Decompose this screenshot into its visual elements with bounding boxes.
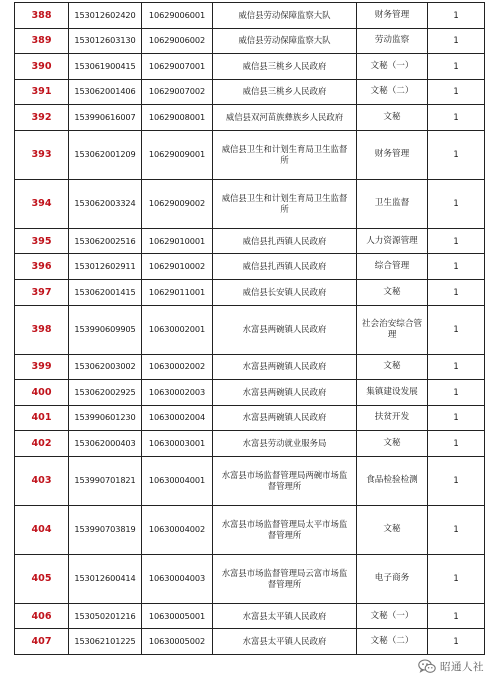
sequence-cell: 404 [15,505,69,554]
count-cell: 1 [428,431,485,457]
sequence-cell: 391 [15,79,69,105]
unit-cell: 水富县太平镇人民政府 [213,603,357,629]
unit-cell: 水富县两碗镇人民政府 [213,380,357,406]
sequence-cell: 389 [15,28,69,54]
position-code-cell: 10629010002 [142,254,213,280]
post-cell: 文秘 [357,431,428,457]
post-cell: 人力资源管理 [357,228,428,254]
unit-cell: 威信县劳动保障监察大队 [213,28,357,54]
exam-number-cell: 153990609905 [69,305,142,354]
position-code-cell: 10629009001 [142,130,213,179]
count-cell: 1 [428,228,485,254]
count-cell: 1 [428,3,485,29]
unit-cell: 水富县劳动就业服务局 [213,431,357,457]
count-cell: 1 [428,603,485,629]
position-code-cell: 10630002004 [142,405,213,431]
position-code-cell: 10629010001 [142,228,213,254]
table-row [15,28,485,54]
table-row [15,3,485,29]
unit-cell: 威信县长安镇人民政府 [213,279,357,305]
position-code-cell: 10629009002 [142,179,213,228]
table-row [15,629,485,655]
count-cell: 1 [428,279,485,305]
count-cell: 1 [428,179,485,228]
sequence-cell: 395 [15,228,69,254]
position-code-cell: 10630005002 [142,629,213,655]
post-cell: 劳动监察 [357,28,428,54]
position-code-cell: 10629011001 [142,279,213,305]
results-table-container [14,2,484,655]
table-row [15,380,485,406]
position-code-cell: 10630004003 [142,554,213,603]
unit-cell: 水富县市场监督管理局太平市场监督管理所 [213,505,357,554]
post-cell: 电子商务 [357,554,428,603]
exam-number-cell: 153062002925 [69,380,142,406]
table-row [15,431,485,457]
watermark [418,657,484,675]
exam-number-cell: 153990601230 [69,405,142,431]
unit-cell: 水富县两碗镇人民政府 [213,354,357,380]
table-body [15,3,485,655]
position-code-cell: 10629006001 [142,3,213,29]
sequence-cell: 390 [15,54,69,80]
count-cell: 1 [428,28,485,54]
unit-cell: 威信县扎西镇人民政府 [213,228,357,254]
sequence-cell: 392 [15,105,69,131]
table-row [15,603,485,629]
count-cell: 1 [428,505,485,554]
exam-number-cell: 153062003002 [69,354,142,380]
unit-cell: 威信县劳动保障监察大队 [213,3,357,29]
post-cell: 文秘（二） [357,79,428,105]
sequence-cell: 407 [15,629,69,655]
unit-cell: 威信县三桃乡人民政府 [213,79,357,105]
position-code-cell: 10629007001 [142,54,213,80]
table-row [15,254,485,280]
table-row [15,279,485,305]
count-cell: 1 [428,305,485,354]
unit-cell: 威信县卫生和计划生育局卫生监督所 [213,179,357,228]
exam-number-cell: 153062101225 [69,629,142,655]
count-cell: 1 [428,130,485,179]
unit-cell: 威信县卫生和计划生育局卫生监督所 [213,130,357,179]
exam-number-cell: 153990701821 [69,456,142,505]
table-row [15,105,485,131]
unit-cell: 威信县三桃乡人民政府 [213,54,357,80]
exam-number-cell: 153061900415 [69,54,142,80]
post-cell: 社会治安综合管理 [357,305,428,354]
sequence-cell: 396 [15,254,69,280]
results-table [14,2,485,655]
exam-number-cell: 153990616007 [69,105,142,131]
post-cell: 文秘 [357,354,428,380]
sequence-cell: 401 [15,405,69,431]
unit-cell: 威信县扎西镇人民政府 [213,254,357,280]
table-row [15,456,485,505]
count-cell: 1 [428,254,485,280]
position-code-cell: 10630004001 [142,456,213,505]
count-cell: 1 [428,629,485,655]
post-cell: 扶贫开发 [357,405,428,431]
sequence-cell: 399 [15,354,69,380]
post-cell: 财务管理 [357,130,428,179]
count-cell: 1 [428,354,485,380]
post-cell: 集镇建设发展 [357,380,428,406]
position-code-cell: 10629008001 [142,105,213,131]
exam-number-cell: 153012602911 [69,254,142,280]
exam-number-cell: 153062002516 [69,228,142,254]
position-code-cell: 10630002001 [142,305,213,354]
count-cell: 1 [428,79,485,105]
exam-number-cell: 153050201216 [69,603,142,629]
sequence-cell: 403 [15,456,69,505]
sequence-cell: 402 [15,431,69,457]
exam-number-cell: 153012600414 [69,554,142,603]
position-code-cell: 10629006002 [142,28,213,54]
exam-number-cell: 153062000403 [69,431,142,457]
count-cell: 1 [428,54,485,80]
table-row [15,228,485,254]
post-cell: 财务管理 [357,3,428,29]
table-row [15,179,485,228]
position-code-cell: 10629007002 [142,79,213,105]
position-code-cell: 10630002002 [142,354,213,380]
position-code-cell: 10630002003 [142,380,213,406]
count-cell: 1 [428,380,485,406]
count-cell: 1 [428,456,485,505]
sequence-cell: 406 [15,603,69,629]
sequence-cell: 397 [15,279,69,305]
count-cell: 1 [428,105,485,131]
exam-number-cell: 153062001406 [69,79,142,105]
wechat-icon [418,659,436,674]
table-row [15,79,485,105]
exam-number-cell: 153062003324 [69,179,142,228]
unit-cell: 水富县两碗镇人民政府 [213,405,357,431]
table-row [15,405,485,431]
post-cell: 综合管理 [357,254,428,280]
sequence-cell: 388 [15,3,69,29]
exam-number-cell: 153012603130 [69,28,142,54]
exam-number-cell: 153012602420 [69,3,142,29]
unit-cell: 水富县市场监督管理局两碗市场监督管理所 [213,456,357,505]
position-code-cell: 10630005001 [142,603,213,629]
table-row [15,54,485,80]
post-cell: 文秘（二） [357,629,428,655]
sequence-cell: 398 [15,305,69,354]
post-cell: 文秘（一） [357,54,428,80]
post-cell: 卫生监督 [357,179,428,228]
unit-cell: 水富县市场监督管理局云富市场监督管理所 [213,554,357,603]
post-cell: 文秘（一） [357,603,428,629]
post-cell: 文秘 [357,505,428,554]
exam-number-cell: 153990703819 [69,505,142,554]
sequence-cell: 400 [15,380,69,406]
table-row [15,505,485,554]
post-cell: 食品检验检测 [357,456,428,505]
sequence-cell: 393 [15,130,69,179]
unit-cell: 水富县太平镇人民政府 [213,629,357,655]
table-row [15,354,485,380]
watermark-text: 昭通人社 [440,660,484,673]
exam-number-cell: 153062001209 [69,130,142,179]
position-code-cell: 10630004002 [142,505,213,554]
position-code-cell: 10630003001 [142,431,213,457]
count-cell: 1 [428,554,485,603]
unit-cell: 威信县双河苗族彝族乡人民政府 [213,105,357,131]
table-row [15,305,485,354]
post-cell: 文秘 [357,279,428,305]
sequence-cell: 405 [15,554,69,603]
exam-number-cell: 153062001415 [69,279,142,305]
table-row [15,554,485,603]
count-cell: 1 [428,405,485,431]
unit-cell: 水富县两碗镇人民政府 [213,305,357,354]
post-cell: 文秘 [357,105,428,131]
sequence-cell: 394 [15,179,69,228]
table-row [15,130,485,179]
